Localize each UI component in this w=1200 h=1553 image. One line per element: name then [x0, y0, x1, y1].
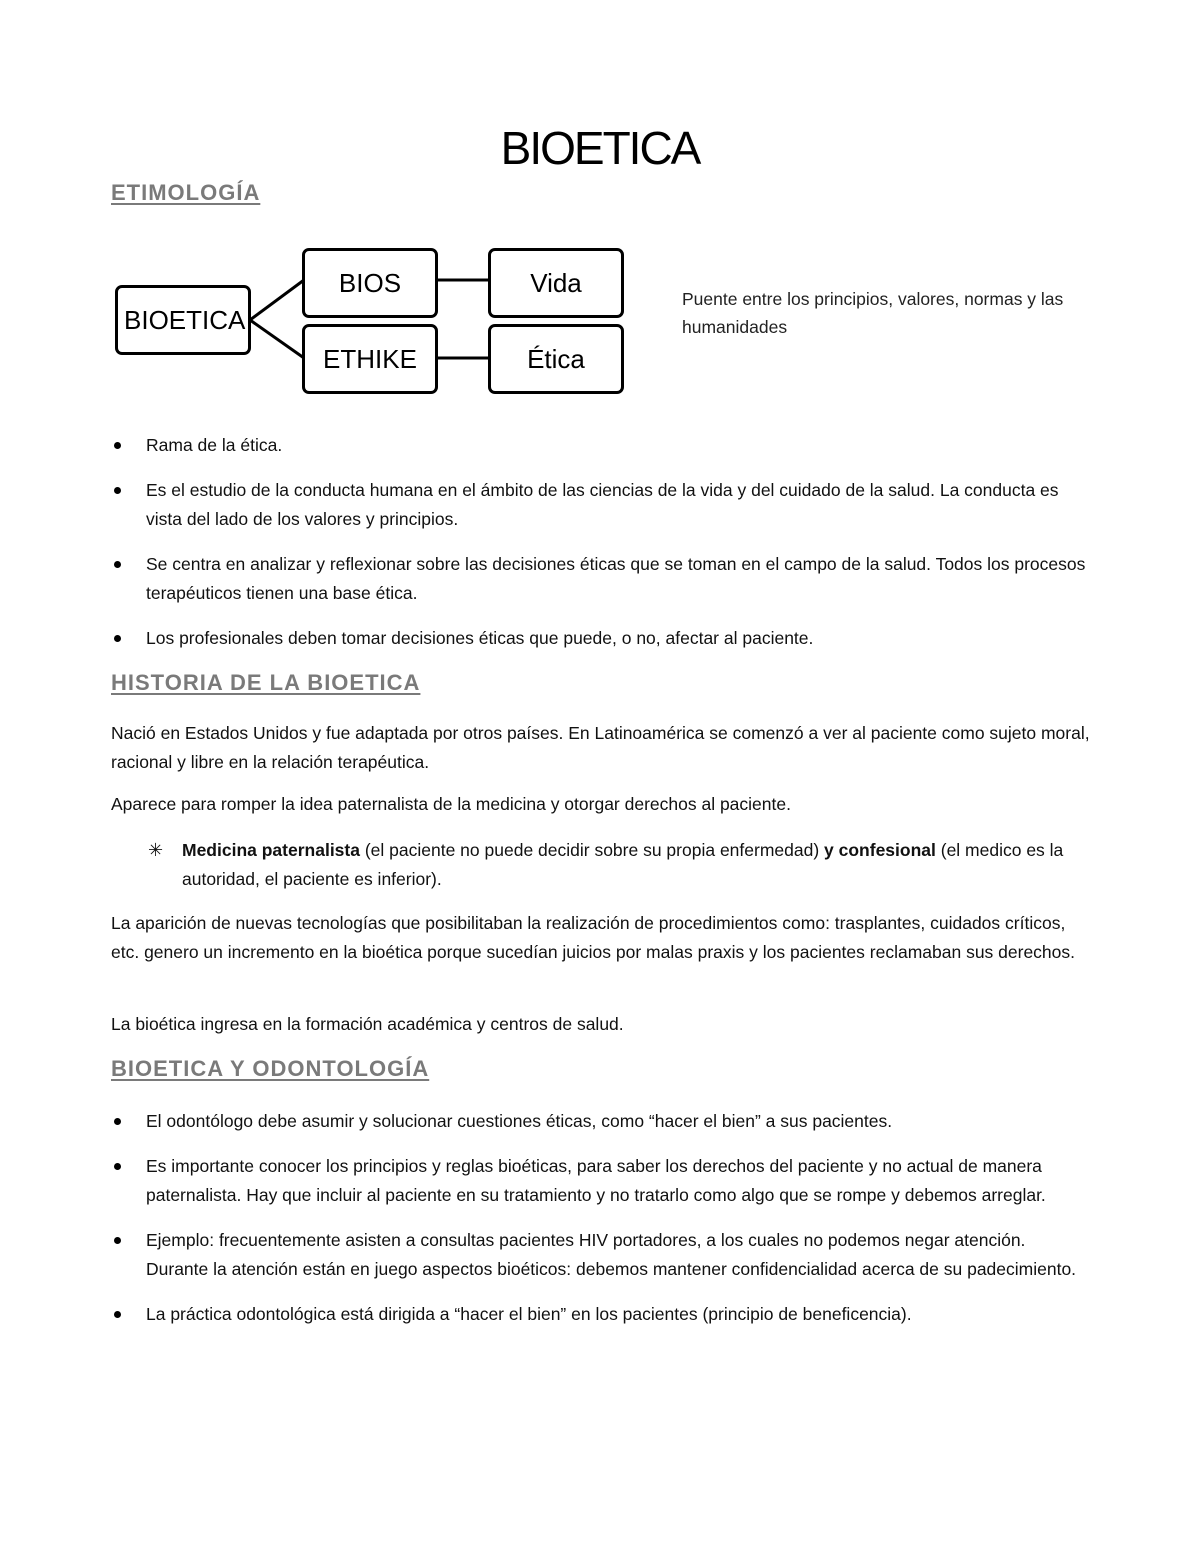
list-item: [111, 1226, 1091, 1284]
diagram-box-bios: BIOS: [302, 248, 438, 318]
connector-root-bios: [250, 280, 304, 320]
bold-term-paternalista: Medicina paternalista: [182, 840, 360, 860]
list-item-text: Es importante conocer los principios y reglas bioéticas, para saber los derechos del paciente y no actual de manera paternalista. Hay que incluir al paciente en su tratamiento y no tratarlo como algo que se rompe y debemos arreglar.: [146, 1156, 1046, 1205]
list-item-text: Rama de la ética.: [146, 435, 283, 455]
section-heading-historia: HISTORIA DE LA BIOETICA: [111, 670, 421, 695]
odontologia-bullet-list: [111, 1107, 1091, 1345]
section-heading-etimologia: ETIMOLOGÍA: [111, 180, 261, 205]
bullet-icon: [114, 1163, 121, 1170]
star-text-1: (el paciente no puede decidir sobre su propia enfermedad): [359, 840, 825, 860]
list-item: [111, 624, 1091, 653]
bold-term-confesional: y confesional: [824, 840, 936, 860]
list-item: [111, 476, 1091, 534]
bioetica-bullet-list: [111, 431, 1091, 669]
section-heading-odontologia: BIOETICA Y ODONTOLOGÍA: [111, 1056, 430, 1081]
bullet-icon: [114, 561, 121, 568]
bullet-icon: [114, 1118, 121, 1125]
diagram-note: Puente entre los principios, valores, normas y las humanidades: [682, 289, 1064, 337]
list-item: [111, 431, 1091, 460]
list-item-text: El odontólogo debe asumir y solucionar cuestiones éticas, como “hacer el bien” a sus pacientes.: [146, 1111, 893, 1131]
list-item: [111, 550, 1091, 608]
list-item: [111, 1300, 1091, 1329]
list-item: [111, 1107, 1091, 1136]
star-text-2: (el medico es la autoridad, el paciente es inferior).: [182, 840, 1064, 889]
page-title: BIOETICA: [500, 122, 700, 174]
list-item-text: Los profesionales deben tomar decisiones éticas que puede, o no, afectar al paciente.: [146, 628, 814, 648]
diagram-box-ethike: ETHIKE: [302, 324, 438, 394]
historia-paragraph-3: La aparición de nuevas tecnologías que posibilitaban la realización de procedimientos como: trasplantes, cuidados críticos, etc. genero un incremento en la bioética porque sucedían juicios por malas praxis y los pacientes reclamaban sus derechos.: [111, 913, 1076, 962]
historia-paragraph-4: La bioética ingresa en la formación académica y centros de salud.: [111, 1014, 624, 1034]
diagram-box-bioetica: BIOETICA: [115, 285, 251, 355]
bullet-icon: [114, 1311, 121, 1318]
star-list-item: [148, 836, 1112, 894]
bullet-icon: [114, 487, 121, 494]
connector-root-ethike: [250, 320, 304, 358]
list-item-text: Se centra en analizar y reflexionar sobre las decisiones éticas que se toman en el campo de la salud. Todos los procesos terapéuticos tienen una base ética.: [146, 554, 1086, 603]
bullet-icon: [114, 442, 121, 449]
list-item-text: La práctica odontológica está dirigida a “hacer el bien” en los pacientes (principio de beneficencia).: [146, 1304, 912, 1324]
bullet-icon: [114, 1237, 121, 1244]
historia-paragraph-2: Aparece para romper la idea paternalista de la medicina y otorgar derechos al paciente.: [111, 794, 791, 814]
list-item-text: Es el estudio de la conducta humana en el ámbito de las ciencias de la vida y del cuidado de la salud. La conducta es vista del lado de los valores y principios.: [146, 480, 1059, 529]
diagram-box-etica: Ética: [488, 324, 624, 394]
bullet-icon: [114, 635, 121, 642]
list-item: [111, 1152, 1091, 1210]
historia-paragraph-1: Nació en Estados Unidos y fue adaptada por otros países. En Latinoamérica se comenzó a ver al paciente como sujeto moral, racional y libre en la relación terapéutica.: [111, 723, 1090, 772]
list-item-text: Ejemplo: frecuentemente asisten a consultas pacientes HIV portadores, a los cuales no podemos negar atención. Durante la atención están en juego aspectos bioéticos: debemos mantener confidencialidad acerca de su padecimiento.: [146, 1230, 1077, 1279]
asterisk-bullet-icon: ✳: [148, 840, 164, 860]
diagram-box-vida: Vida: [488, 248, 624, 318]
